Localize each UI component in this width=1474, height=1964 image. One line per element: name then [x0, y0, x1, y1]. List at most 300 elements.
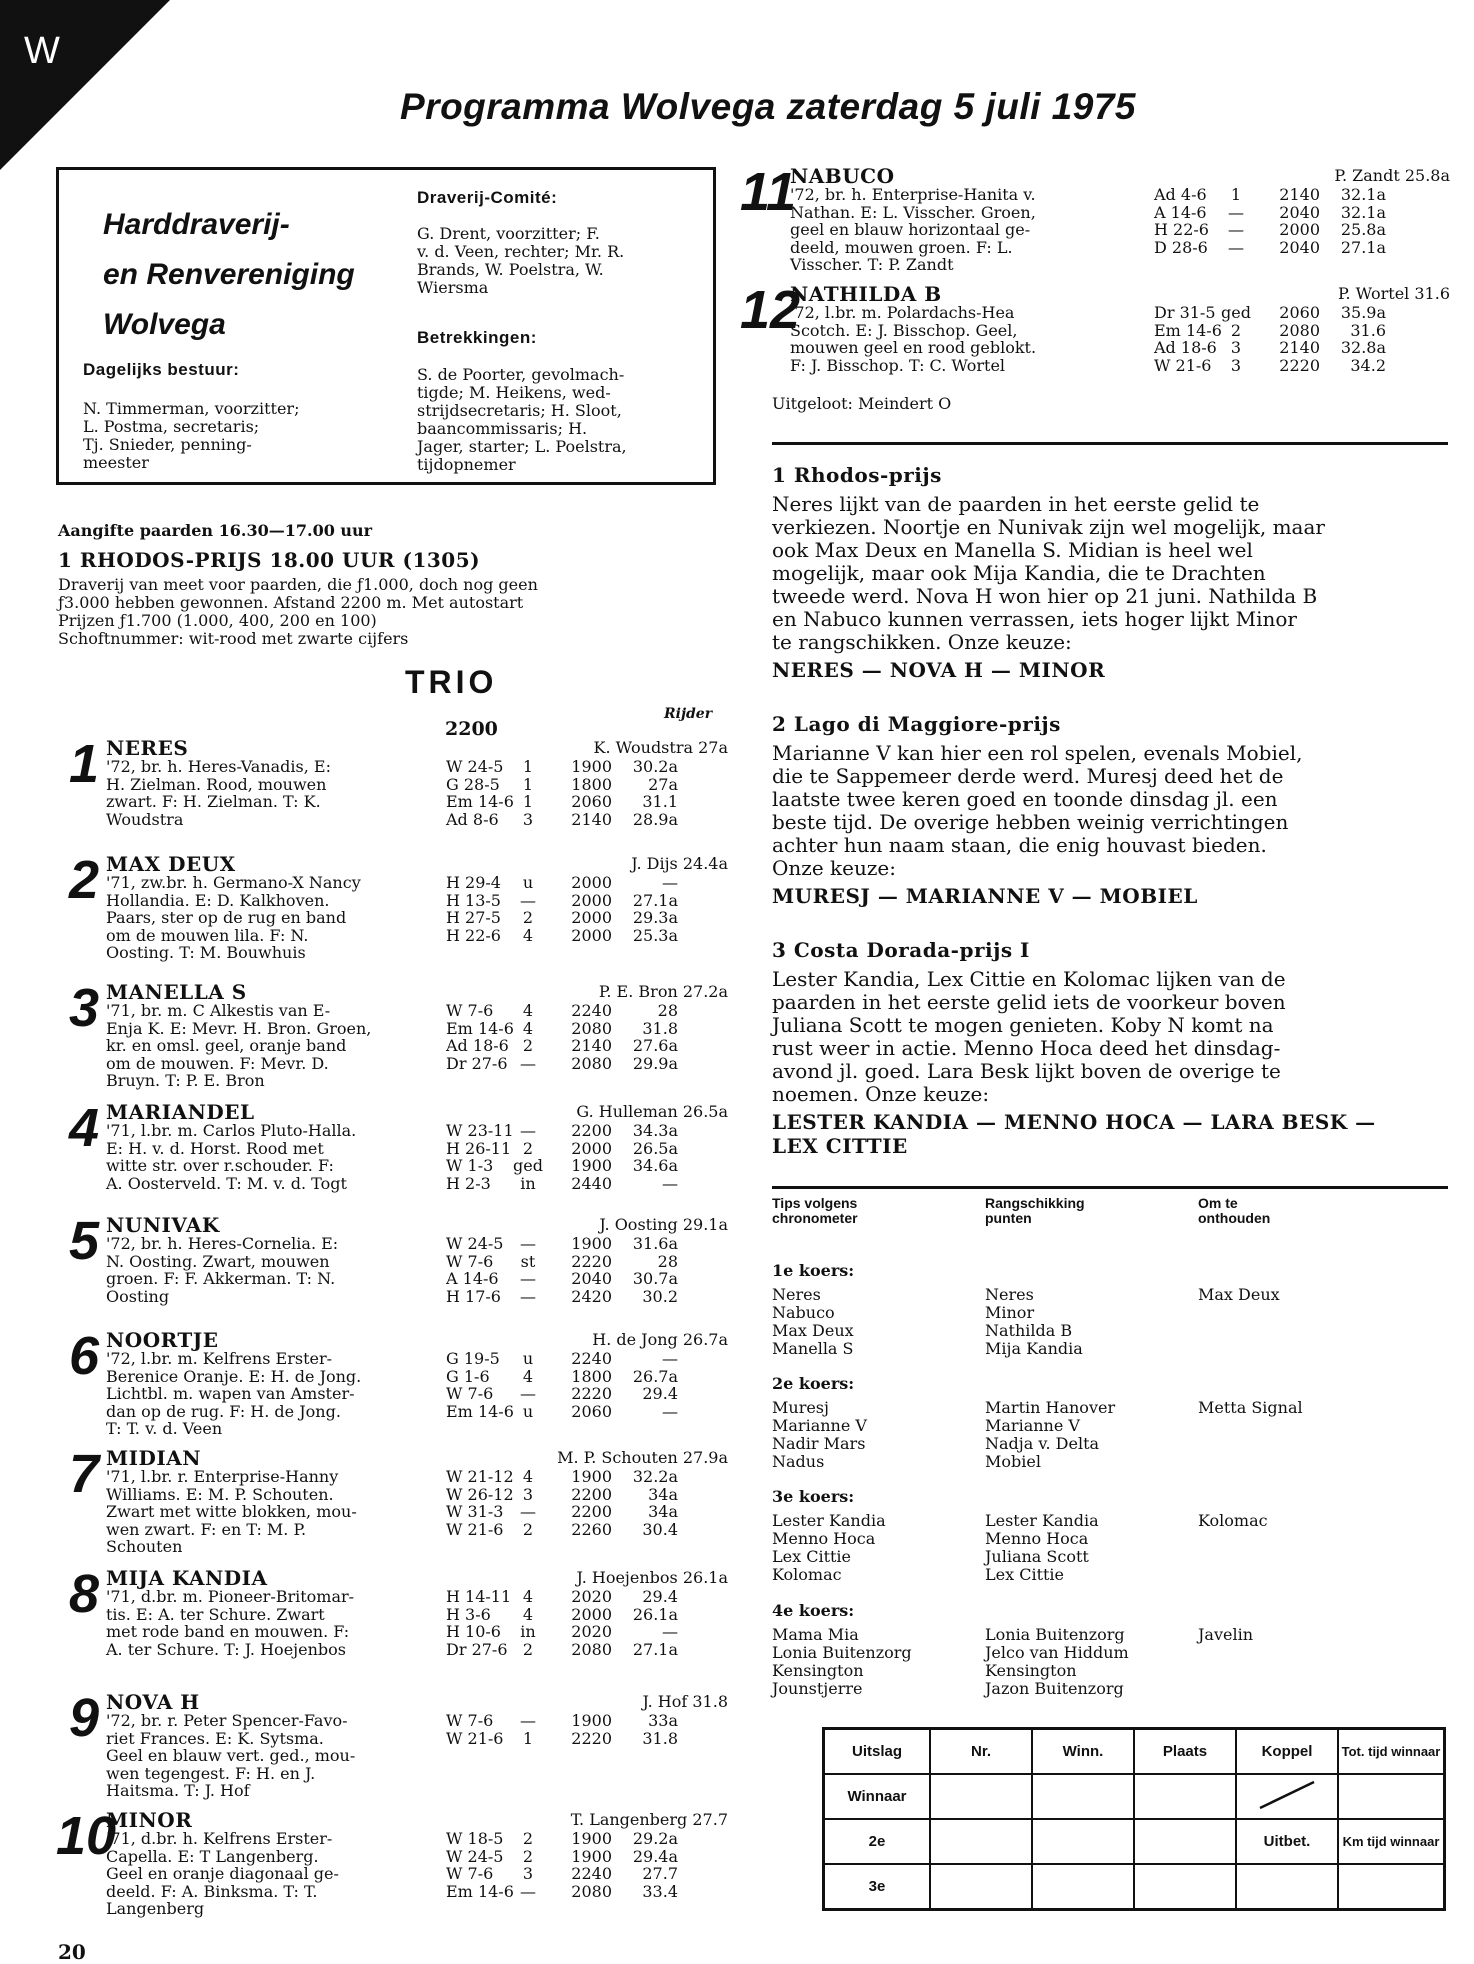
result-cell: 1900 [571, 757, 612, 776]
keuze-line: LESTER KANDIA — MENNO HOCA — LARA BESK — [772, 1110, 1376, 1134]
result-row [446, 1521, 678, 1539]
description-line: A. ter Schure. T: J. Hoejenbos [106, 1639, 346, 1659]
tips-column-header [772, 1196, 858, 1226]
tip-horse: Lex Cittie [985, 1565, 1065, 1584]
description-line: mouwen geel en rood geblokt. [790, 338, 1037, 357]
tip-horse: Kensington [772, 1661, 864, 1680]
description-line: Williams. E: M. P. Schouten. [106, 1484, 334, 1504]
result-row [446, 1055, 678, 1073]
horse-number: 1 [68, 734, 100, 794]
result-cell: 2000 [571, 873, 612, 892]
result-row [446, 892, 678, 910]
horse-name: NATHILDA B [790, 282, 942, 306]
preview-line: achter hun naam staan, die enig houvast bieden. [772, 833, 1267, 857]
result-cell: W 24-5 [446, 1846, 504, 1866]
result-row [446, 1730, 678, 1748]
horse-results [446, 1468, 678, 1538]
tips-onthouden [1198, 1399, 1303, 1417]
tip-horse: Mobiel [985, 1452, 1041, 1471]
result-cell: 1800 [571, 774, 612, 794]
horse-results [446, 1712, 678, 1747]
result-cell: 25.3a [632, 925, 678, 945]
tips-chronometer [772, 1286, 854, 1358]
tip-horse: Minor [985, 1303, 1035, 1322]
result-cell: 30.2 [642, 1286, 678, 1306]
uitgeloot-line: Uitgeloot: Meindert O [772, 394, 952, 413]
horse-entry [56, 1566, 728, 1676]
horse-entry [740, 282, 1450, 392]
result-cell: W 21-6 [446, 1519, 504, 1539]
result-cell: 4 [522, 1604, 534, 1624]
header-line: Tips volgens [772, 1195, 858, 1211]
result-cell: Dr 27-6 [446, 1053, 508, 1073]
km-tijd-label: Km tijd winnaar [1338, 1819, 1445, 1864]
result-cell: W 7-6 [446, 1864, 494, 1883]
horse-number: 5 [68, 1211, 100, 1271]
tip-horse: Lex Cittie [772, 1547, 852, 1566]
description-line: '72, l.br. m. Polardachs-Hea [790, 303, 1015, 322]
result-row [446, 927, 678, 945]
result-cell: 2200 [571, 1121, 612, 1140]
preview-line: Onze keuze: [772, 856, 896, 880]
result-cell: — [520, 1881, 536, 1901]
comite-list: G. Drent, voorzitter; F. v. d. Veen, rechter; Mr. R. Brands, W. Poelstra, W. Wiersma [417, 224, 625, 297]
horse-description [106, 1588, 354, 1658]
header-plaats: Plaats [1134, 1729, 1236, 1775]
horse-description [106, 1830, 339, 1918]
result-cell: 34a [648, 1484, 678, 1504]
organisation-box [56, 167, 716, 485]
tip-horse: Nathilda B [985, 1321, 1073, 1340]
preview-line: ook Max Deux en Manella S. Midian is heel wel [772, 538, 1253, 562]
horse-results [446, 1588, 678, 1658]
result-row [1154, 304, 1386, 322]
horse-number: 9 [68, 1688, 100, 1748]
horse-name: NUNIVAK [106, 1213, 220, 1237]
preview-keuze [772, 1110, 1452, 1158]
horse-description [790, 304, 1036, 374]
result-row [446, 1140, 678, 1158]
result-cell: 3 [522, 1864, 534, 1883]
description-line: Oosting. T: M. Bouwhuis [106, 943, 306, 962]
tips-punten [985, 1399, 1115, 1471]
description-line: tis. E: A. ter Schure. Zwart [106, 1604, 325, 1624]
description-line: Geel en blauw vert. ged., mou- [106, 1746, 356, 1765]
result-cell: in [520, 1622, 536, 1641]
result-row [446, 1848, 678, 1866]
cell-slash [1236, 1774, 1338, 1819]
tip-horse: Menno Hoca [985, 1529, 1089, 1548]
result-cell: W 7-6 [446, 1711, 494, 1730]
result-cell: 2040 [1279, 237, 1320, 257]
description-line: wen zwart. F: en T: M. P. [106, 1519, 307, 1539]
rijder-label: Rijder [664, 706, 713, 722]
page-number: 20 [58, 1940, 86, 1964]
result-cell: 1900 [571, 1711, 612, 1730]
result-cell: Em 14-6 [446, 1401, 514, 1421]
description-line: Zwart met witte blokken, mou- [106, 1502, 357, 1521]
result-row [446, 1270, 678, 1288]
preview-line: Marianne V kan hier een rol spelen, evenals Mobiel, [772, 741, 1303, 765]
horse-rider: T. Langenberg 27.7 [570, 1810, 728, 1829]
preview-line: verkiezen. Noortje en Nunivak zijn wel mogelijk, maar [772, 515, 1325, 539]
tip-horse: Jazon Buitenzorg [985, 1679, 1124, 1698]
result-cell: 1 [1230, 185, 1242, 204]
description-line: '72, l.br. m. Kelfrens Erster- [106, 1349, 333, 1368]
result-cell: 2 [522, 1639, 534, 1659]
description-line: geel en blauw horizontaal ge- [790, 220, 1031, 239]
cell-empty [930, 1819, 1032, 1864]
result-cell: 4 [522, 1366, 534, 1386]
betrekkingen-list: S. de Poorter, gevolmach- tigde; M. Heikens, wed- strijdsecretaris; H. Sloot, baancommissaris; H. Jager, starter; L. Poelstra, tijdopnemer [417, 365, 627, 474]
result-cell: u [522, 873, 534, 892]
description-line: '71, l.br. m. Carlos Pluto-Halla. [106, 1121, 357, 1140]
result-cell: 29.3a [632, 908, 678, 927]
result-row [446, 1002, 678, 1020]
result-row [446, 1468, 678, 1486]
result-row [1154, 221, 1386, 239]
result-row [446, 1588, 678, 1606]
result-cell: — [1228, 220, 1244, 239]
result-cell: 34.6a [632, 1156, 678, 1175]
result-row [446, 1288, 678, 1306]
preview-line: laatste twee keren goed en toonde dinsdag jl. een [772, 787, 1278, 811]
horse-entry [56, 1446, 728, 1556]
description-line: zwart. F: H. Zielman. T: K. [106, 792, 321, 811]
result-cell: 1 [522, 774, 534, 794]
result-cell: ged [513, 1156, 543, 1175]
result-cell: G 28-5 [446, 774, 500, 794]
horse-name: NOORTJE [106, 1328, 219, 1352]
tip-horse: Lonia Buitenzorg [772, 1643, 912, 1662]
horse-name: MIJA KANDIA [106, 1566, 268, 1590]
result-cell: 2240 [571, 1001, 612, 1020]
result-cell: G 19-5 [446, 1349, 500, 1368]
header-nr: Nr. [930, 1729, 1032, 1775]
description-line: Lichtbl. m. wapen van Amster- [106, 1384, 355, 1403]
horse-results [446, 1830, 678, 1900]
result-cell: — [662, 1401, 678, 1421]
result-cell: H 22-6 [1154, 220, 1209, 239]
horse-entry [56, 1328, 728, 1438]
result-cell: 26.7a [632, 1366, 678, 1386]
result-cell: W 24-5 [446, 757, 504, 776]
description-line: Hollandia. E: D. Kalkhoven. [106, 890, 330, 910]
result-cell: 1800 [571, 1366, 612, 1386]
result-cell: 28 [657, 1001, 678, 1020]
tip-horse: Nadja v. Delta [985, 1434, 1100, 1453]
description-line: witte str. over r.schouder. F: [106, 1156, 334, 1175]
horse-rider: P. Wortel 31.6 [1337, 284, 1450, 303]
horse-entry [56, 1100, 728, 1210]
result-row [446, 1253, 678, 1271]
description-line: Schouten [106, 1537, 183, 1556]
result-cell: 1 [522, 1728, 534, 1748]
header-uitslag: Uitslag [824, 1729, 931, 1775]
result-cell: 2 [522, 1036, 534, 1055]
tip-horse: Lester Kandia [985, 1511, 1099, 1530]
cell-empty [930, 1864, 1032, 1910]
result-cell: 1900 [571, 1829, 612, 1848]
result-cell: 27.6a [632, 1036, 678, 1055]
result-row [1154, 204, 1386, 222]
description-line: '72, br. r. Peter Spencer-Favo- [106, 1711, 348, 1730]
horse-number: 7 [68, 1444, 100, 1504]
tip-horse: Jounstjerre [772, 1679, 863, 1698]
cell-empty [1134, 1819, 1236, 1864]
result-cell: 2260 [571, 1519, 612, 1539]
tips-column-header [985, 1196, 1085, 1226]
result-row [446, 1122, 678, 1140]
cell-empty [1032, 1774, 1134, 1819]
preview-line: en Nabuco kunnen verrassen, iets hoger lijkt Minor [772, 607, 1297, 631]
horse-rider: J. Hoejenbos 26.1a [576, 1568, 728, 1587]
result-row [1154, 339, 1386, 357]
description-line: Haitsma. T: J. Hof [106, 1781, 250, 1800]
cell-empty [1032, 1819, 1134, 1864]
horse-description [106, 874, 361, 962]
result-cell: W 7-6 [446, 1384, 494, 1403]
horse-number: 8 [68, 1564, 100, 1624]
uitbet-label: Uitbet. [1236, 1819, 1338, 1864]
result-cell: 25.8a [1340, 220, 1386, 239]
result-cell: 2080 [1279, 320, 1320, 340]
tip-horse: Nadir Mars [772, 1434, 866, 1453]
result-cell: 32.8a [1340, 338, 1386, 357]
result-row [446, 1486, 678, 1504]
result-cell: 2220 [1279, 355, 1320, 375]
horse-results [446, 1122, 678, 1192]
horse-entry [56, 1808, 728, 1918]
result-cell: — [662, 873, 678, 892]
result-cell: H 22-6 [446, 925, 501, 945]
page-title: Programma Wolvega zaterdag 5 juli 1975 [400, 86, 1136, 127]
result-cell: 2040 [571, 1269, 612, 1288]
result-row [446, 1235, 678, 1253]
result-cell: H 3-6 [446, 1604, 491, 1624]
result-cell: Em 14-6 [446, 792, 514, 811]
aangifte-line: Aangifte paarden 16.30—17.00 uur [58, 521, 373, 540]
preview-line: Lester Kandia, Lex Cittie en Kolomac lijken van de [772, 967, 1286, 991]
result-cell: 2420 [571, 1286, 612, 1306]
preview-line: rust weer in actie. Menno Hoca deed het dinsdag- [772, 1036, 1281, 1060]
horse-name: MANELLA S [106, 980, 247, 1004]
result-cell: 34.3a [632, 1121, 678, 1140]
organisation-name: Harddraverij- en Renvereniging Wolvega [103, 208, 355, 341]
result-cell: 2140 [1279, 185, 1320, 204]
description-line: wen tegengest. F: H. en J. [106, 1763, 316, 1783]
result-row [446, 776, 678, 794]
horse-entry [56, 1690, 728, 1800]
horse-name: MIDIAN [106, 1446, 201, 1470]
keuze-line: NERES — NOVA H — MINOR [772, 658, 1106, 682]
preview-keuze [772, 658, 1452, 682]
description-line: Paars, ster op de rug en band [106, 908, 347, 927]
result-cell: 29.2a [632, 1829, 678, 1848]
result-cell: Ad 18-6 [1154, 338, 1217, 357]
result-cell: 26.1a [632, 1604, 678, 1624]
result-cell: W 21-6 [446, 1728, 504, 1748]
result-cell: 3 [1230, 338, 1242, 357]
result-row [446, 909, 678, 927]
preview-text [772, 742, 1452, 880]
cell-empty [1338, 1864, 1445, 1910]
horse-number: 4 [68, 1098, 100, 1158]
result-cell: 2200 [571, 1502, 612, 1521]
keuze-line: LEX CITTIE [772, 1134, 908, 1158]
horse-results [1154, 186, 1386, 256]
result-row [446, 1883, 678, 1901]
header-winn: Winn. [1032, 1729, 1134, 1775]
result-cell: 2060 [571, 792, 612, 811]
description-line: E: H. v. d. Horst. Rood met [106, 1138, 324, 1158]
header-line: chronometer [772, 1210, 858, 1226]
description-line: '72, br. h. Heres-Cornelia. E: [106, 1234, 339, 1253]
divider-rule [772, 442, 1448, 445]
result-cell: 34.2 [1350, 355, 1386, 375]
description-line: kr. en omsl. geel, oranje band [106, 1036, 347, 1055]
tips-punten [985, 1512, 1099, 1584]
result-cell: H 13-5 [446, 890, 501, 910]
horse-number: 3 [68, 978, 100, 1038]
result-cell: — [520, 890, 536, 910]
result-row [446, 1368, 678, 1386]
result-cell: 30.2a [632, 757, 678, 776]
result-cell: 31.8 [642, 1728, 678, 1748]
description-line: H. Zielman. Rood, mouwen [106, 774, 327, 794]
result-cell: 27.1a [632, 890, 678, 910]
result-cell: 2 [522, 1846, 534, 1866]
result-cell: — [520, 1234, 536, 1253]
row-2e: 2e [824, 1819, 931, 1864]
tips-chronometer [772, 1399, 867, 1471]
result-cell: 31.6a [632, 1234, 678, 1253]
divider-rule [772, 1186, 1448, 1189]
distance-label: 2200 [445, 718, 498, 740]
horse-description [106, 1468, 357, 1556]
trio-label: TRIO [405, 664, 498, 700]
result-cell: 2080 [571, 1639, 612, 1659]
result-row [446, 1712, 678, 1730]
description-line: met rode band en mouwen. F: [106, 1622, 350, 1641]
horse-entry [56, 736, 728, 846]
result-cell: in [520, 1173, 536, 1193]
header-koppel: Koppel [1236, 1729, 1338, 1775]
tip-horse: Metta Signal [1198, 1398, 1303, 1417]
result-row [446, 874, 678, 892]
horse-name: NOVA H [106, 1690, 200, 1714]
horse-description [106, 758, 331, 828]
result-cell: W 1-3 [446, 1156, 494, 1175]
result-cell: W 18-5 [446, 1829, 504, 1848]
horse-name: MARIANDEL [106, 1100, 255, 1124]
result-cell: 33.4 [642, 1881, 678, 1901]
result-cell: 2080 [571, 1018, 612, 1038]
horse-number: 12 [740, 280, 801, 340]
tip-horse: Martin Hanover [985, 1398, 1116, 1417]
result-cell: 30.4 [642, 1519, 678, 1539]
result-cell: 33a [648, 1711, 678, 1730]
result-cell: 2000 [1279, 220, 1320, 239]
result-cell: 2020 [571, 1622, 612, 1641]
tip-horse: Mama Mia [772, 1625, 859, 1644]
result-row [446, 1865, 678, 1883]
result-row [1154, 186, 1386, 204]
horse-results [446, 874, 678, 944]
result-cell: 3 [1230, 355, 1242, 375]
result-cell: G 1-6 [446, 1366, 490, 1386]
tip-horse: Lester Kandia [772, 1511, 886, 1530]
result-row [446, 1641, 678, 1659]
result-cell: 2140 [1279, 338, 1320, 357]
description-line: Nathan. E: L. Visscher. Groen, [790, 202, 1036, 222]
horse-rider: K. Woudstra 27a [593, 738, 728, 757]
result-cell: — [520, 1502, 536, 1521]
description-line: Geel en oranje diagonaal ge- [106, 1864, 339, 1883]
result-row [446, 1350, 678, 1368]
result-cell: 26.5a [632, 1138, 678, 1158]
result-cell: 2220 [571, 1728, 612, 1748]
result-cell: 2 [522, 908, 534, 927]
tips-chronometer [772, 1626, 912, 1698]
cell-empty [1032, 1864, 1134, 1910]
description-line: Oosting [106, 1286, 170, 1306]
result-cell: — [662, 1173, 678, 1193]
result-cell: 2000 [571, 890, 612, 910]
preview-line: beste tijd. De overige hebben weinig verrichtingen [772, 810, 1289, 834]
cell-empty [1134, 1774, 1236, 1819]
horse-results [446, 1002, 678, 1072]
result-row [446, 1623, 678, 1641]
result-cell: 28.9a [632, 809, 678, 829]
result-cell: — [1228, 202, 1244, 222]
description-line: '71, l.br. r. Enterprise-Hanny [106, 1467, 339, 1486]
result-cell: — [520, 1384, 536, 1403]
tip-horse: Nadus [772, 1452, 825, 1471]
result-cell: — [520, 1053, 536, 1073]
description-line: Bruyn. T: P. E. Bron [106, 1071, 265, 1090]
description-line: deeld, mouwen groen. F: L. [790, 237, 1013, 257]
result-row [446, 1385, 678, 1403]
tip-horse: Marianne V [985, 1416, 1080, 1435]
description-line: dan op de rug. F: H. de Jong. [106, 1401, 341, 1421]
result-row [446, 1606, 678, 1624]
slash-icon [1252, 1778, 1322, 1812]
result-cell: 4 [522, 1467, 534, 1486]
description-line: '71, br. m. C Alkestis van E- [106, 1001, 331, 1020]
result-cell: u [522, 1401, 534, 1421]
tip-horse: Mija Kandia [985, 1339, 1083, 1358]
tip-horse: Muresj [772, 1398, 829, 1417]
horse-description [106, 1002, 371, 1090]
description-line: om de mouwen. F: Mevr. D. [106, 1053, 329, 1073]
preview-line: paarden in het eerste gelid iets de voorkeur boven [772, 990, 1286, 1014]
tip-horse: Neres [772, 1285, 821, 1304]
cell-empty [1338, 1774, 1445, 1819]
preview-line: avond jl. goed. Lara Besk lijkt boven de overige te [772, 1059, 1281, 1083]
horse-description [790, 186, 1036, 274]
tip-horse: Max Deux [772, 1321, 854, 1340]
result-cell: 2060 [571, 1401, 612, 1421]
preview-line: mogelijk, maar ook Mija Kandia, die te Drachten [772, 561, 1266, 585]
result-row [446, 811, 678, 829]
horse-rider: P. E. Bron 27.2a [598, 982, 728, 1001]
result-cell: Em 14-6 [1154, 320, 1222, 340]
result-cell: 32.1a [1340, 202, 1386, 222]
tips-onthouden [1198, 1626, 1253, 1644]
result-cell: 31.1 [642, 792, 678, 811]
horse-description [106, 1122, 356, 1192]
